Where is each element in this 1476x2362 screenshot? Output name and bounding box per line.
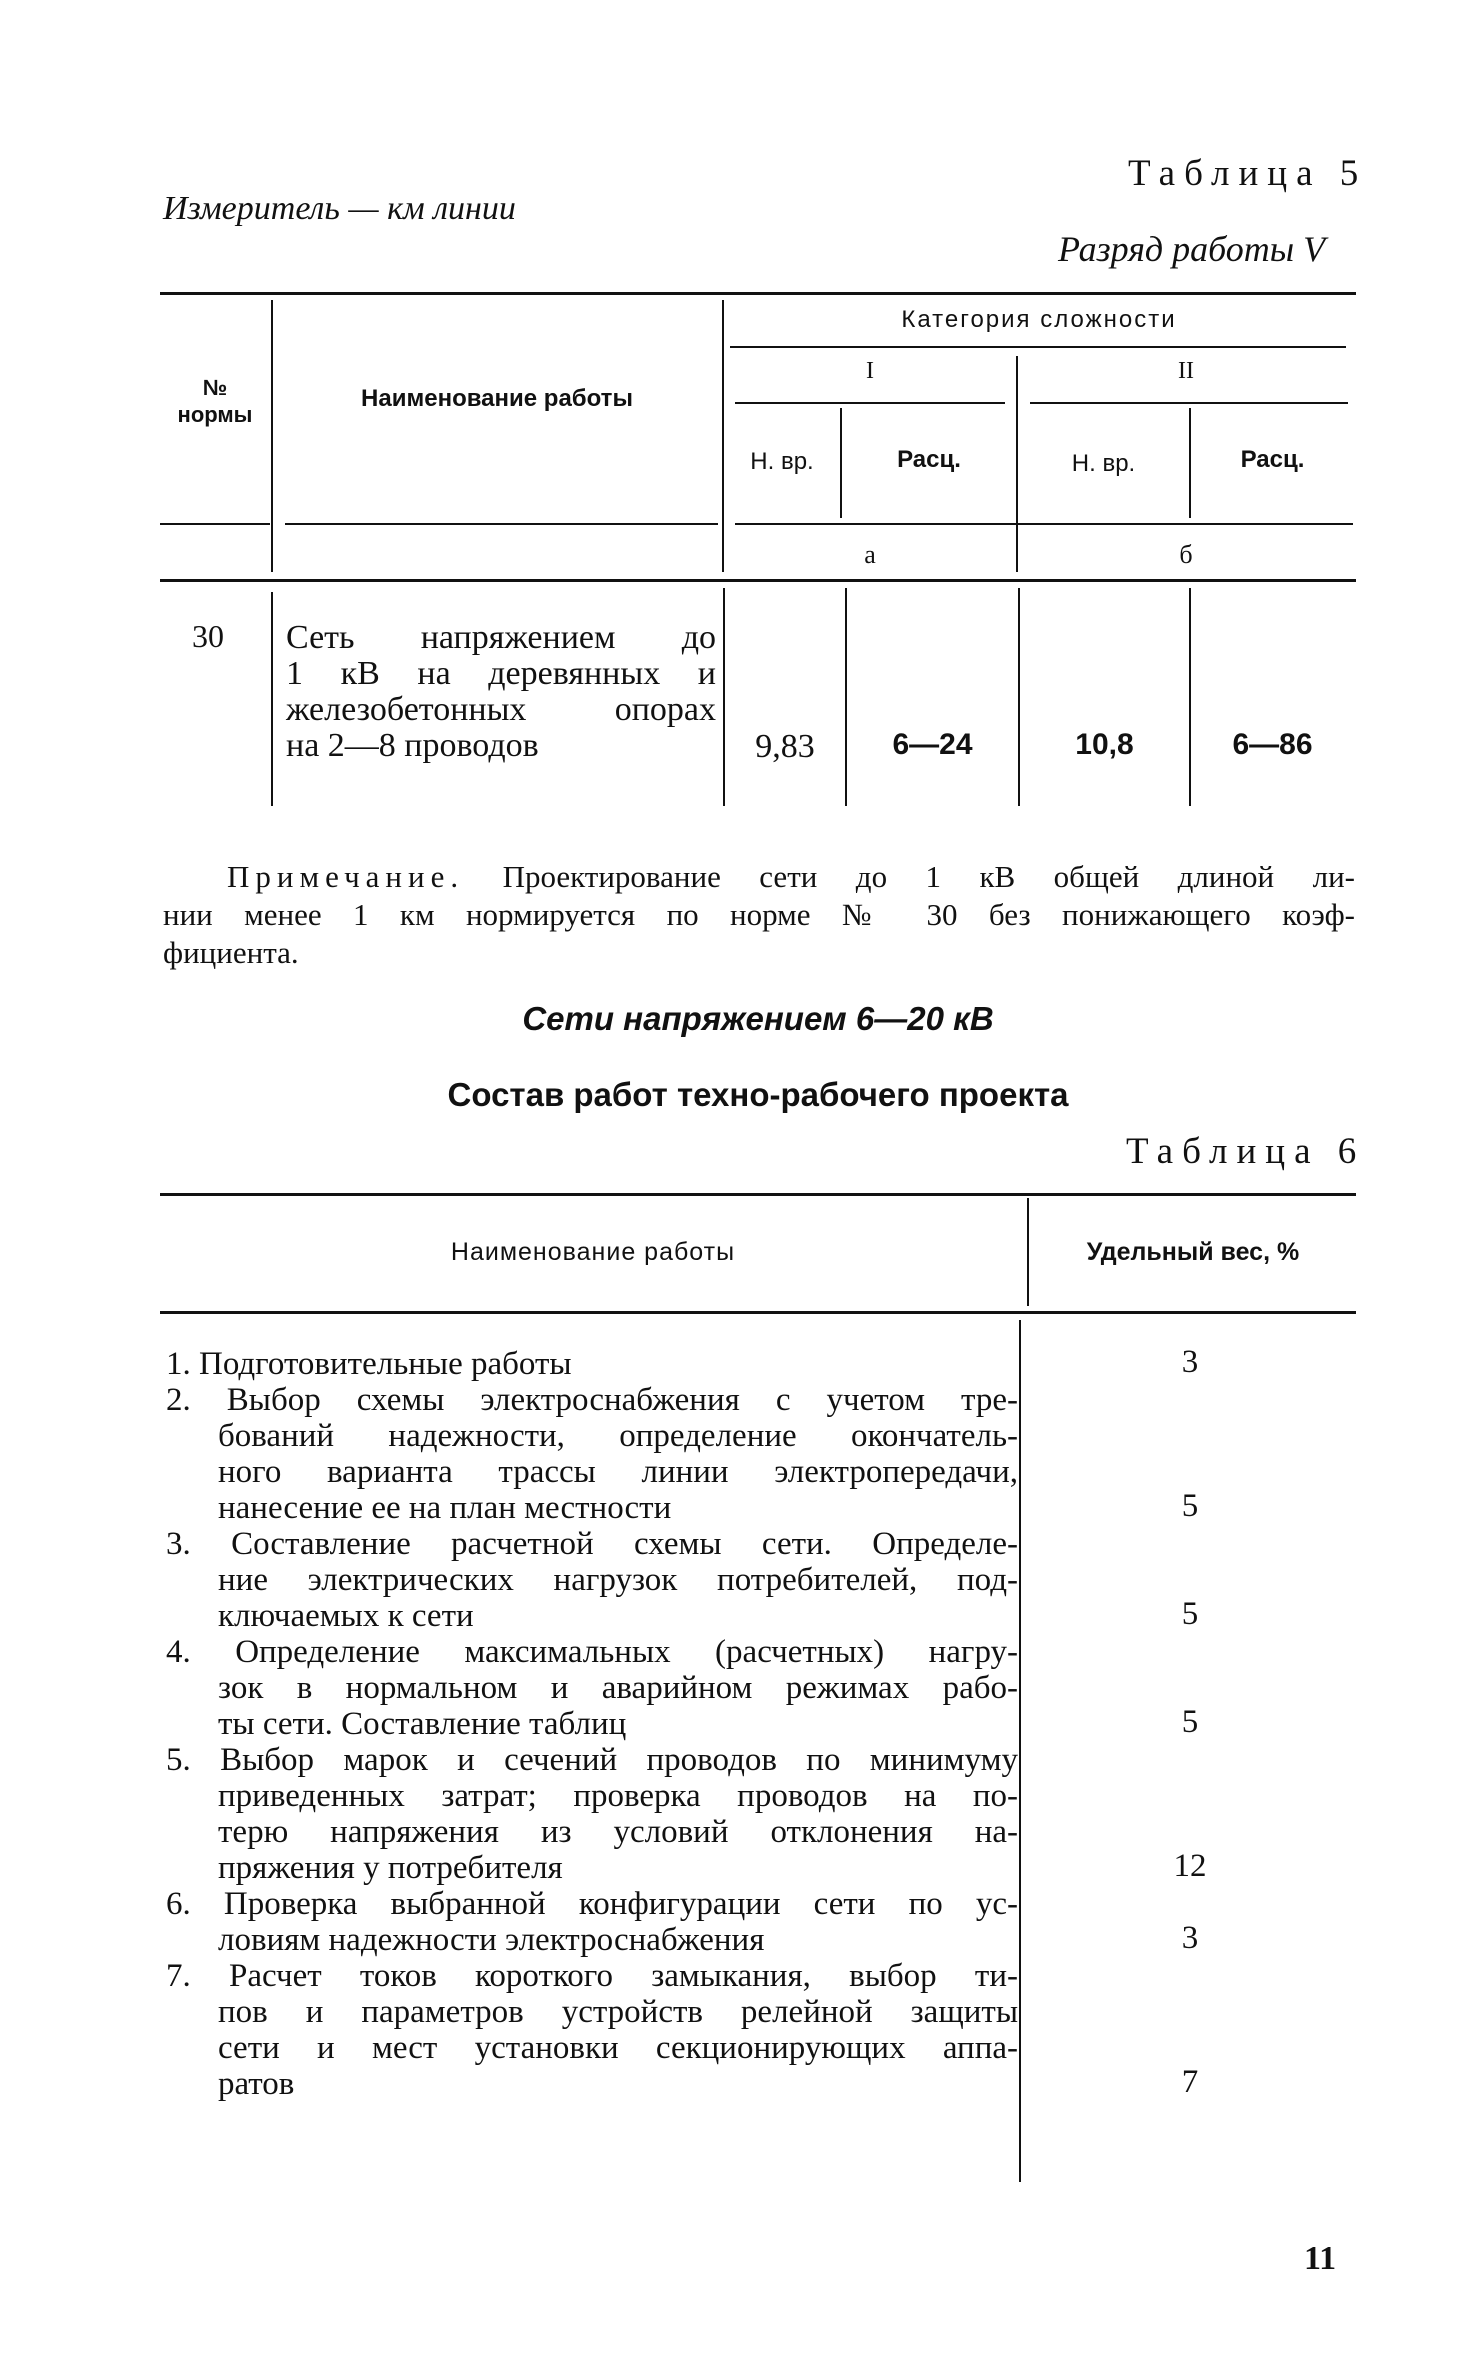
weight-value: 3: [1181, 1344, 1199, 1380]
table6-row: 3. Составление расчетной схемы сети. Определе- ние электрических нагрузок потребителей, под- ключаемых к сети: [166, 1526, 1018, 1634]
weight-value: 3: [1181, 1920, 1199, 1956]
table6-row: 4. Определение максимальных (расчетных) нагру- зок в нормальном и аварийном режимах рабо- ты сети. Составление таблиц: [166, 1634, 1018, 1742]
meter-unit: Измеритель — км линии: [163, 190, 516, 227]
table6-name-header: Наименование работы: [450, 1238, 736, 1266]
norm-number: 30: [192, 618, 224, 654]
complexity-header: Категория сложности: [901, 306, 1177, 333]
time-norm-2-header: Н. вр.: [1071, 450, 1136, 477]
category-2-header: II: [1178, 358, 1194, 384]
work-name-header: Наименование работы: [361, 385, 633, 412]
time-norm-1-header: Н. вр.: [750, 448, 814, 475]
rate-2-header: Расц.: [1240, 446, 1305, 473]
table6-row: 1. Подготовительные работы: [166, 1346, 572, 1382]
table6-row: 6. Проверка выбранной конфигурации сети по ус- ловиям надежности электроснабжения: [166, 1886, 1018, 1958]
table6-row: 2. Выбор схемы электроснабжения с учетом тре- бований надежности, определение окончатель- ного варианта трассы линии электропередачи, нанесение ее на план местности: [166, 1382, 1018, 1526]
weight-value: 5: [1181, 1704, 1199, 1740]
table5-label: Таблица 5: [1128, 153, 1368, 194]
weight-value: 12: [1173, 1848, 1207, 1884]
table6-weight-header: Удельный вес, %: [1086, 1238, 1300, 1266]
table6-rows: [166, 1346, 1018, 2102]
table6-label: Таблица 6: [1126, 1131, 1366, 1172]
category-1-header: I: [866, 358, 874, 384]
work-grade: Разряд работы V: [1058, 229, 1326, 269]
table6-row: 7. Расчет токов короткого замыкания, выбор ти- пов и параметров устройств релейной защиты сети и мест установки секционирующих аппа- ратов: [166, 1958, 1018, 2102]
time-norm-1-value: 9,83: [755, 728, 815, 765]
column-b-label: б: [1179, 540, 1193, 569]
section-title: Сети напряжением 6—20 кВ: [522, 1000, 994, 1037]
table6-row: 5. Выбор марок и сечений проводов по минимуму приведенных затрат; проверка проводов на по- терю напряжения из условий отклонения на- пряжения у потребителя: [166, 1742, 1018, 1886]
note-label: Примечание.: [227, 859, 465, 894]
rate-1-value: 6—24: [892, 728, 973, 761]
column-a-label: а: [864, 540, 876, 569]
weight-value: 5: [1181, 1488, 1199, 1524]
rate-1-header: Расц.: [897, 446, 961, 473]
rate-2-value: 6—86: [1232, 728, 1313, 761]
note: Примечание. Проектирование сети до 1 кВ общей длиной ли- нии менее 1 км нормируется по норме № 30 без понижающего коэф- фициента.: [163, 859, 1355, 970]
subsection-title: Состав работ техно-рабочего проекта: [447, 1076, 1069, 1113]
work-name: Сеть напряжением до 1 кВ на деревянных и железобетонных опорах на 2—8 проводов: [286, 619, 716, 764]
weight-value: 7: [1181, 2064, 1199, 2100]
norm-number-header: № нормы: [177, 375, 253, 427]
time-norm-2-value: 10,8: [1075, 728, 1134, 761]
weight-value: 5: [1181, 1596, 1199, 1632]
page-number: 11: [1304, 2240, 1337, 2277]
